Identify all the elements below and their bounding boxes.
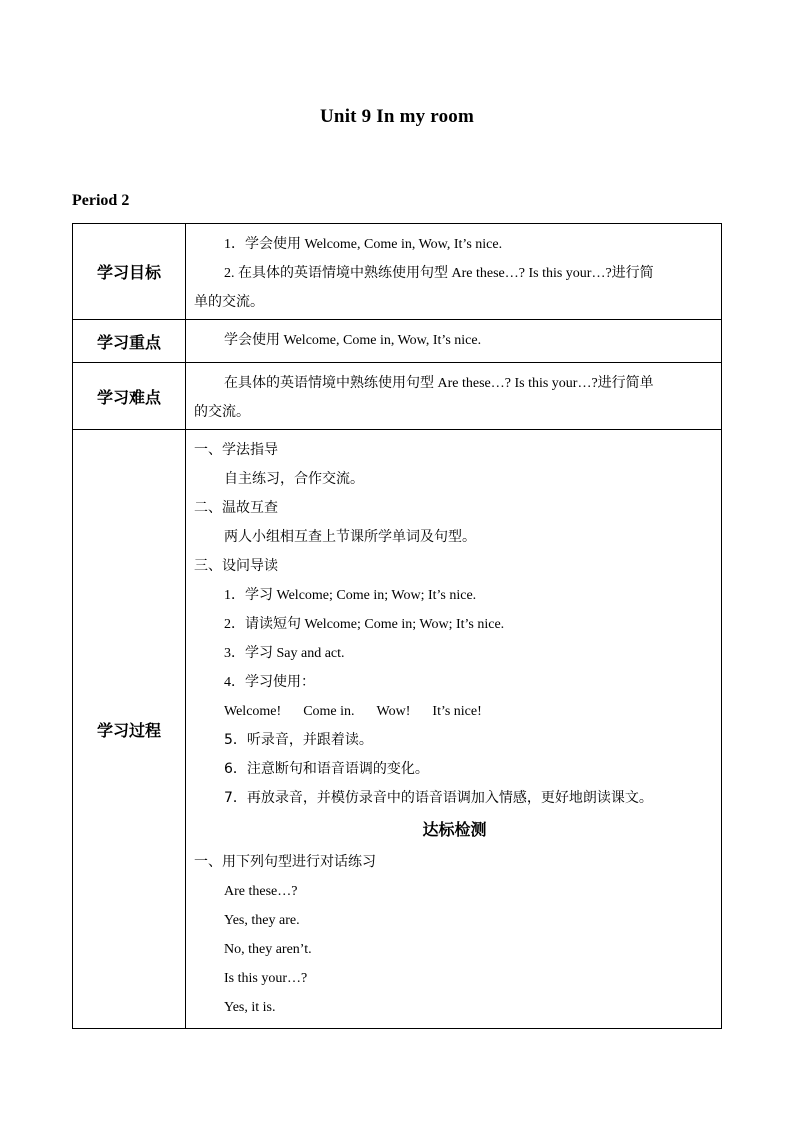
goal-line-2: 2. 在具体的英语情境中熟练使用句型 Are these…? Is this your…?进行简 [224,266,654,281]
label-process: 学习过程 [73,430,186,1029]
step-1: 1．学习 Welcome; Come in; Wow; It’s nice. [224,588,477,603]
row-process [73,430,722,1029]
difficult-line-2: 的交流。 [194,405,250,420]
difficult-line-1: 在具体的英语情境中熟练使用句型 Are these…? Is this your…?进行简单 [224,376,654,391]
period-label: Period 2 [72,192,130,209]
content-process [186,430,722,1029]
dialog-line-5: Yes, it is. [224,1000,276,1015]
step-4: 4．学习使用： [224,675,315,690]
lesson-plan-table [72,223,722,1029]
dialog-line-1: Are these…? [224,884,298,899]
step-7: 7．再放录音，并模仿录音中的语音语调加入情感，更好地朗读课文。 [224,790,653,806]
content-goal [186,224,722,320]
phrase-item: Wow! [376,704,411,719]
key-line-1: 学会使用 Welcome, Come in, Wow, It’s nice. [224,333,482,348]
section-3-title: 三、设问导读 [194,558,278,574]
section-1-title: 一、学法指导 [194,442,278,458]
label-difficult: 学习难点 [73,363,186,430]
row-key [73,320,722,363]
phrase-item: Come in. [303,704,355,719]
goal-line-3: 单的交流。 [194,295,264,310]
dialog-line-4: Is this your…? [224,971,308,986]
phrase-item: Welcome! [224,704,282,719]
row-difficult [73,363,722,430]
step-5: 5．听录音，并跟着读。 [224,732,373,748]
document-title: Unit 9 In my room [320,106,474,127]
label-key: 学习重点 [73,320,186,363]
dialog-line-2: Yes, they are. [224,913,300,928]
section-1-text: 自主练习，合作交流。 [224,471,364,487]
content-difficult [186,363,722,430]
check-section-1-title: 一、用下列句型进行对话练习 [194,854,376,870]
label-goal: 学习目标 [73,224,186,320]
row-goal [73,224,722,320]
phrase-item: It’s nice! [432,704,482,719]
section-2-text: 两人小组相互查上节课所学单词及句型。 [224,529,476,545]
dialog-line-3: No, they aren’t. [224,942,312,957]
section-2-title: 二、温故互查 [194,500,278,516]
goal-line-1: 1．学会使用 Welcome, Come in, Wow, It’s nice. [224,237,503,252]
step-3: 3．学习 Say and act. [224,646,345,661]
check-title: 达标检测 [422,820,487,839]
phrase-list [194,697,715,726]
step-6: 6．注意断句和语音语调的变化。 [224,761,429,777]
content-key [186,320,722,363]
step-2: 2．请读短句 Welcome; Come in; Wow; It’s nice. [224,617,505,632]
